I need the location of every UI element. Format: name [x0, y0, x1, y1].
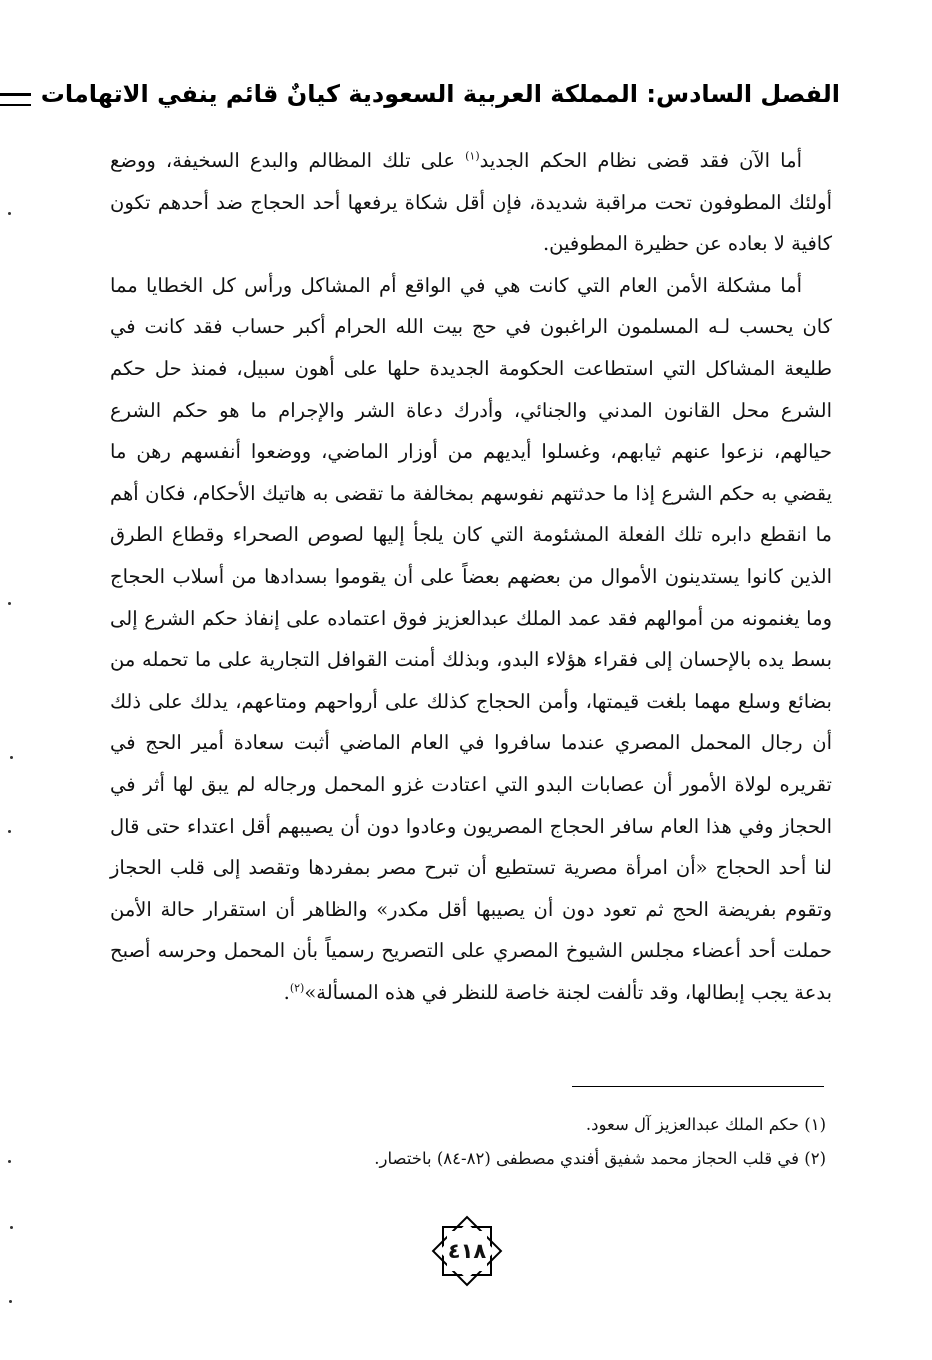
paragraph-2	[110, 265, 832, 1014]
scan-mark	[9, 1300, 12, 1303]
scan-mark	[8, 212, 11, 215]
page-number-badge	[426, 1210, 508, 1292]
footnote-ref-2: (٢)	[289, 981, 305, 995]
paragraph-2-text-b: .	[283, 980, 290, 1004]
footnote-separator	[572, 1086, 824, 1087]
scan-mark	[8, 1160, 11, 1163]
running-header	[40, 72, 840, 116]
chapter-title: الفصل السادس: المملكة العربية السعودية كيانٌ قائم ينفي الاتهامات	[40, 80, 840, 108]
body-text	[110, 140, 832, 1013]
footnote-ref-1: (١)	[465, 149, 480, 163]
scan-mark	[10, 756, 13, 759]
footnote-1: (١) حكم الملك عبدالعزيز آل سعود.	[585, 1115, 826, 1134]
header-rule	[0, 93, 31, 106]
paragraph-1-text-a: أما الآن فقد قضى نظام الحكم الجديد	[479, 149, 802, 172]
scan-mark	[8, 602, 11, 605]
scan-mark	[8, 830, 11, 833]
paragraph-1-text-b: على تلك المظالم والبدع السخيفة، ووضع أولئك المطوفون تحت مراقبة شديدة، فإن أقل شكاة يرفعها أحد الحجاج ضد أحدهم تكون كافية لا بعاده عن حظيرة المطوفين.	[110, 149, 832, 256]
page-number: ٤١٨	[447, 1239, 487, 1263]
scan-mark	[10, 1226, 13, 1229]
footnote-2: (٢) في قلب الحجاز محمد شفيق أفندي مصطفى (٨٢-٨٤) باختصار.	[374, 1149, 826, 1168]
paragraph-2-text-a: أما مشكلة الأمن العام التي كانت هي في الواقع أم المشاكل ورأس كل الخطايا مما كان يحسب لـه المسلمون الراغبون في حج بيت الله الحرام أكبر حساب فقد كانت في طليعة المشاكل التي استطاعت الحكومة الجديدة حلها على أهون سبيل، فمنذ حل حكم الشرع محل القانون المدني والجنائي، وأدرك دعاة الشر والإجرام ما هو حكم الشرع حيالهم، نزعوا عنهم ثيابهم، وغسلوا أيديهم من أوزار الماضي، ووضعوا أنفسهم رهن ما يقضي به حكم الشرع إذا ما حدثتهم نفوسهم بمخالفة ما تقضى به هاتيك الأحكام، فكان أهم ما انقطع دابره تلك الفعلة المشئومة التي كان يلجأ إليها لصوص الصحراء وقطاع الطرق الذين كانوا يستدينون الأموال من بعضهم بعضاً على أن يقوموا بسدادها من أسلاب الحجاج وما يغنمونه من أموالهم فقد عمد الملك عبدالعزيز فوق اعتماده على إنفاذ حكم الشرع إلى بسط يده بالإحسان إلى فقراء هؤلاء البدو، وبذلك أمنت القوافل التجارية على ما تحمله من بضائع وسلع مهما بلغت قيمتها، وأمن الحجاج كذلك على أرواحهم ومتاعهم، يدلك على ذلك أن رجال المحمل المصري عندما سافروا في العام الماضي أثبت سعادة أمير الحج في تقريره لولاة الأمور أن عصابات البدو التي اعتادت غزو المحمل ورجاله لم يبق لها أثر في الحجاز وفي هذا العام سافر الحجاج المصريون وعادوا دون أن يصيبهم أقل اعتداء حتى قال لنا أحد الحجاج «أن امرأة مصرية تستطيع أن تبرح مصر بمفردها وتقصد إلى قلب الحجاز وتقوم بفريضة الحج ثم تعود دون أن يصيبها أقل مكدر» والظاهر أن استقرار حالة الأمن حملت أحد أعضاء مجلس الشيوخ المصري على التصريح رسمياً بأن المحمل وحرسه أصبح بدعة يجب إبطالها، وقد تألفت لجنة خاصة للنظر في هذه المسألة»	[110, 273, 832, 1004]
paragraph-1	[110, 140, 832, 265]
footnotes	[110, 1108, 826, 1176]
